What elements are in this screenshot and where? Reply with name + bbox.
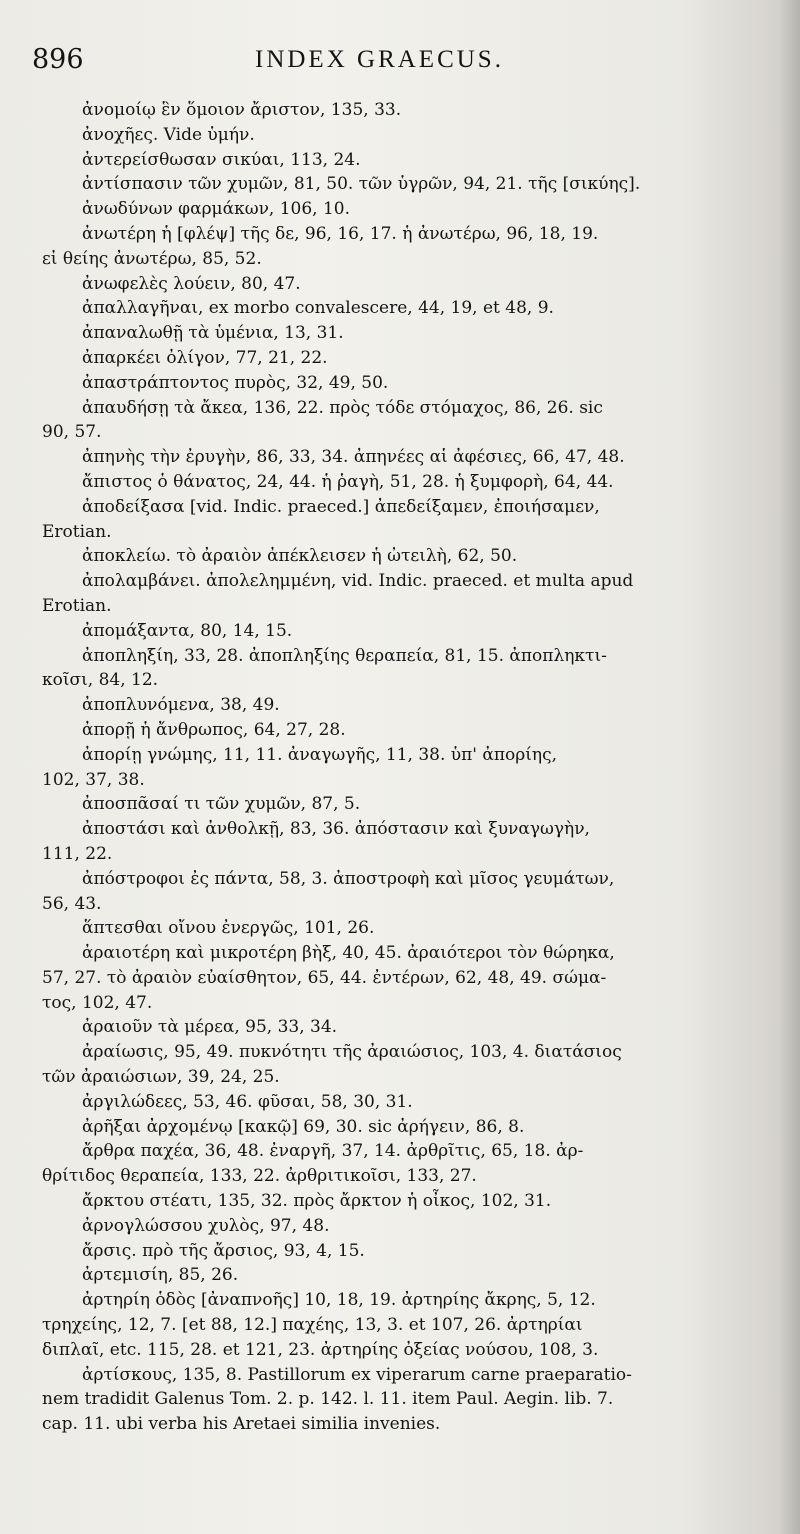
index-entry-line: ἀνωδύνων φαρμάκων, 106, 10.: [82, 199, 351, 220]
index-entry-line: ἀρτεμισίη, 85, 26.: [82, 1265, 239, 1286]
index-entry-line: ἀπορίῃ γνώμης, 11, 11. ἀναγωγῆς, 11, 38. ὑπ' ἀπορίης,: [82, 744, 558, 765]
index-entry-line: ἀπολαμβάνει. ἀπολελημμένη, vid. Indic. praeced. et multa apud: [82, 571, 634, 592]
index-entry-line: ἀποπληξίη, 33, 28. ἀποπληξίης θεραπεία, 81, 15. ἀποπληκτι-: [82, 645, 607, 666]
index-continuation-line: τῶν ἀραιώσιων, 39, 24, 25.: [42, 1067, 280, 1088]
index-entry-line: ἄρθρα παχέα, 36, 48. ἐναργῆ, 37, 14. ἀρθρῖτις, 65, 18. ἀρ-: [82, 1141, 584, 1162]
index-entry-line: ἀποδείξασα [vid. Indic. praeced.] ἀπεδείξαμεν, ἐποιήσαμεν,: [82, 496, 600, 517]
running-head: [0, 40, 800, 84]
index-continuation-line: 102, 37, 38.: [42, 769, 145, 790]
index-entry-line: ἀνομοίῳ ἓν ὅμοιον ἄριστον, 135, 33.: [82, 100, 402, 120]
page-title: INDEX GRAECUS.: [255, 46, 504, 73]
index-entry-line: ἀρτίσκους, 135, 8. Pastillorum ex viperarum carne praeparatio-: [82, 1364, 632, 1385]
index-entry-line: ἅπτεσθαι οἴνου ἐνεργῶς, 101, 26.: [82, 918, 375, 939]
index-entry-line: ἀραιοῦν τὰ μέρεα, 95, 33, 34.: [82, 1017, 338, 1038]
index-entry-line: ἀρτηρίη ὁδὸς [ἀναπνοῆς] 10, 18, 19. ἀρτηρίης ἄκρης, 5, 12.: [82, 1290, 596, 1311]
index-entry-line: ἀντερείσθωσαν σικύαι, 113, 24.: [82, 149, 361, 170]
index-entry-line: ἀποστάσι καὶ ἀνθολκῇ, 83, 36. ἀπόστασιν καὶ ξυναγωγὴν,: [82, 819, 590, 840]
index-entry-line: ἀνωφελὲς λούειν, 80, 47.: [82, 273, 301, 294]
index-continuation-line: 111, 22.: [42, 843, 113, 864]
index-entry-line: ἀπαναλωθῇ τὰ ὑμένια, 13, 31.: [82, 323, 344, 344]
index-continuation-line: nem tradidit Galenus Tom. 2. p. 142. l. 11. item Paul. Aegin. lib. 7.: [42, 1389, 614, 1410]
index-entry-line: ἄρσις. πρὸ τῆς ἄρσιος, 93, 4, 15.: [82, 1240, 365, 1261]
index-entry-line: ἀπαλλαγῆναι, ex morbo convalescere, 44, 19, et 48, 9.: [82, 298, 554, 319]
index-continuation-line: διπλαῖ, etc. 115, 28. et 121, 23. ἀρτηρίης ὀξείας νούσου, 108, 3.: [42, 1339, 599, 1360]
index-entry-line: ἀρῆξαι ἀρχομένῳ [κακῷ] 69, 30. sic ἀρήγειν, 86, 8.: [82, 1116, 525, 1137]
index-entry-line: ἀργιλώδεες, 53, 46. φῦσαι, 58, 30, 31.: [82, 1091, 413, 1112]
index-continuation-line: εἰ θείης ἀνωτέρω, 85, 52.: [42, 248, 262, 269]
index-continuation-line: τρηχείης, 12, 7. [et 88, 12.] παχέης, 13, 3. et 107, 26. ἀρτηρίαι: [42, 1315, 583, 1336]
index-entry-line: ἀπόστροφοι ἐς πάντα, 58, 3. ἀποστροφὴ καὶ μῖσος γευμάτων,: [82, 868, 615, 889]
index-entry-line: ἀποσπᾶσαί τι τῶν χυμῶν, 87, 5.: [82, 794, 361, 815]
index-entry-line: ἀπαρκέει ὀλίγον, 77, 21, 22.: [82, 347, 328, 368]
index-entry-line: ἀπαστράπτοντος πυρὸς, 32, 49, 50.: [82, 372, 389, 393]
index-entry-line: ἀποκλείω. τὸ ἀραιὸν ἀπέκλεισεν ἡ ὠτειλὴ, 62, 50.: [82, 546, 518, 567]
index-entry-line: ἀπηνὴς τὴν ἐρυγὴν, 86, 33, 34. ἀπηνέες αἱ ἀφέσιες, 66, 47, 48.: [82, 447, 625, 468]
index-entry-line: ἀρνογλώσσου χυλὸς, 97, 48.: [82, 1215, 330, 1236]
index-continuation-line: 90, 57.: [42, 422, 102, 443]
index-entries: [30, 98, 782, 1437]
index-continuation-line: cap. 11. ubi verba his Aretaei similia invenies.: [42, 1414, 441, 1435]
index-entry-line: ἄρκτου στέατι, 135, 32. πρὸς ἄρκτον ἡ οἶκος, 102, 31.: [82, 1191, 552, 1212]
index-entry-line: ἄπιστος ὁ θάνατος, 24, 44. ἡ ῥαγὴ, 51, 28. ἡ ξυμφορὴ, 64, 44.: [82, 471, 614, 492]
index-entry-line: ἀντίσπασιν τῶν χυμῶν, 81, 50. τῶν ὑγρῶν, 94, 21. τῆς [σικύης].: [82, 174, 641, 195]
index-continuation-line: 56, 43.: [42, 893, 102, 914]
index-entry-line: ἀνωτέρη ἡ [φλέψ] τῆς δε, 96, 16, 17. ἡ ἀνωτέρω, 96, 18, 19.: [82, 223, 599, 244]
index-continuation-line: τος, 102, 47.: [42, 992, 153, 1013]
index-continuation-line: θρίτιδος θεραπεία, 133, 22. ἀρθριτικοῖσι, 133, 27.: [42, 1166, 477, 1187]
page-number: 896: [32, 44, 84, 75]
index-continuation-line: Erotian.: [42, 595, 112, 616]
index-entry-line: ἀραιοτέρη καὶ μικροτέρη βὴξ, 40, 45. ἀραιότεροι τὸν θώρηκα,: [82, 943, 615, 964]
page-edge-shadow: [778, 0, 800, 1534]
index-entry-line: ἀπαυδήσῃ τὰ ἄκεα, 136, 22. πρὸς τόδε στόμαχος, 86, 26. sic: [82, 397, 603, 418]
index-continuation-line: Erotian.: [42, 521, 112, 542]
index-entry-line: ἀπομάξαντα, 80, 14, 15.: [82, 620, 293, 641]
index-entry-line: ἀραίωσις, 95, 49. πυκνότητι τῆς ἀραιώσιος, 103, 4. διατάσιος: [82, 1042, 622, 1063]
index-continuation-line: κοῖσι, 84, 12.: [42, 670, 159, 691]
index-entry-line: ἀνοχῆες. Vide ὑμήν.: [82, 124, 255, 145]
index-entry-line: ἀποπλυνόμενα, 38, 49.: [82, 695, 280, 716]
index-continuation-line: 57, 27. τὸ ἀραιὸν εὐαίσθητον, 65, 44. ἐντέρων, 62, 48, 49. σώμα-: [42, 967, 607, 988]
index-entry-line: ἀπορῇ ἡ ἄνθρωπος, 64, 27, 28.: [82, 719, 346, 740]
